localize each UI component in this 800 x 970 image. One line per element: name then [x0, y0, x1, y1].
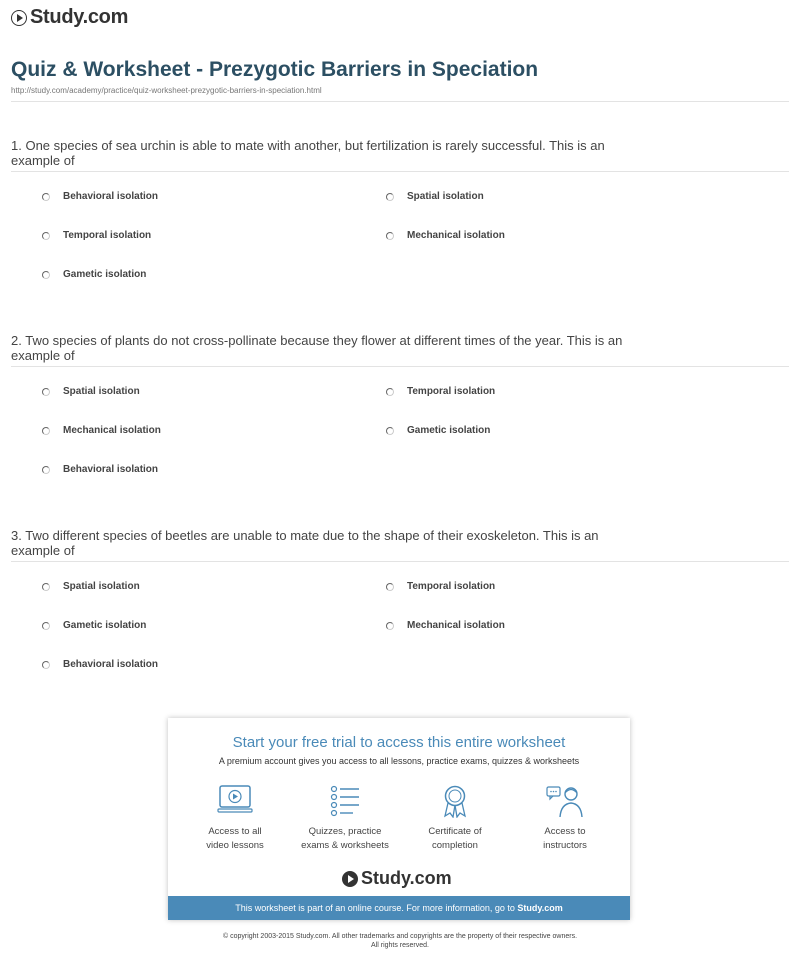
answer-option[interactable]: Mechanical isolation — [386, 620, 505, 631]
radio-button[interactable] — [42, 622, 50, 630]
answer-option[interactable]: Gametic isolation — [42, 269, 146, 280]
question-3-text: 3. Two different species of beetles are unable to mate due to the shape of their exoskeleton. This is an example of — [11, 528, 599, 558]
video-lesson-icon — [217, 784, 253, 818]
study-logo[interactable] — [342, 868, 452, 889]
feature-label: Quizzes, practice — [308, 826, 382, 837]
radio-button[interactable] — [42, 661, 50, 669]
answer-option[interactable]: Temporal isolation — [42, 230, 151, 241]
feature-label: video lessons — [206, 840, 264, 851]
radio-button[interactable] — [42, 232, 50, 240]
radio-button[interactable] — [386, 622, 394, 630]
feature-certificate — [400, 784, 510, 853]
radio-button[interactable] — [42, 466, 50, 474]
feature-label: completion — [432, 840, 478, 851]
copyright-line: © copyright 2003-2015 Study.com. All other trademarks and copyrights are the property of their respective owners. — [222, 933, 578, 940]
play-logo-icon — [11, 10, 27, 26]
answer-option[interactable]: Gametic isolation — [386, 425, 490, 436]
promo-footer-bar — [168, 896, 630, 920]
question-1-text: 1. One species of sea urchin is able to mate with another, but fertilization is rarely successful. This is an example of — [11, 138, 605, 168]
quiz-list-icon — [327, 784, 363, 818]
feature-video-lessons — [180, 784, 290, 853]
study-logo[interactable] — [11, 6, 128, 29]
answer-option[interactable]: Temporal isolation — [386, 581, 495, 592]
radio-button[interactable] — [386, 583, 394, 591]
logo-text: Study — [361, 868, 410, 888]
divider — [11, 561, 789, 562]
logo-text: Study — [30, 6, 83, 28]
certificate-icon — [437, 784, 473, 818]
answer-option[interactable]: Behavioral isolation — [42, 191, 158, 202]
feature-label: Access to all — [208, 826, 262, 837]
copyright-line: All rights reserved. — [371, 942, 429, 949]
radio-button[interactable] — [42, 427, 50, 435]
feature-quizzes — [290, 784, 400, 853]
radio-button[interactable] — [386, 232, 394, 240]
promo-footer-text: This worksheet is part of an online course. For more information, go to — [235, 903, 518, 913]
radio-button[interactable] — [386, 193, 394, 201]
answer-option[interactable]: Behavioral isolation — [42, 464, 158, 475]
divider — [11, 101, 789, 102]
page-title: Quiz & Worksheet - Prezygotic Barriers in Speciation — [11, 58, 539, 81]
page-url: http://study.com/academy/practice/quiz-worksheet-prezygotic-barriers-in-speciation.html — [11, 86, 322, 95]
feature-label: instructors — [543, 840, 587, 851]
logo-suffix: .com — [409, 868, 452, 888]
answer-option[interactable]: Spatial isolation — [386, 191, 484, 202]
promo-subtitle: A premium account gives you access to all lessons, practice exams, quizzes & worksheets — [218, 756, 580, 766]
question-2-text: 2. Two species of plants do not cross-pollinate because they flower at different times of the year. This is an example of — [11, 333, 623, 363]
logo-suffix: .com — [82, 6, 129, 28]
copyright — [0, 932, 800, 950]
radio-button[interactable] — [42, 583, 50, 591]
radio-button[interactable] — [386, 427, 394, 435]
studycom-link[interactable]: Study.com — [517, 903, 563, 913]
divider — [11, 366, 789, 367]
radio-button[interactable] — [386, 388, 394, 396]
play-logo-icon — [342, 871, 358, 887]
radio-button[interactable] — [42, 193, 50, 201]
divider — [11, 171, 789, 172]
answer-option[interactable]: Gametic isolation — [42, 620, 146, 631]
answer-option[interactable]: Mechanical isolation — [386, 230, 505, 241]
answer-option[interactable]: Mechanical isolation — [42, 425, 161, 436]
radio-button[interactable] — [42, 271, 50, 279]
radio-button[interactable] — [42, 388, 50, 396]
free-trial-promo — [168, 718, 630, 920]
feature-label: Certificate of — [428, 826, 482, 837]
answer-option[interactable]: Spatial isolation — [42, 386, 140, 397]
instructor-icon — [545, 784, 585, 818]
feature-label: Access to — [544, 826, 586, 837]
answer-option[interactable]: Temporal isolation — [386, 386, 495, 397]
feature-label: exams & worksheets — [301, 840, 389, 851]
answer-option[interactable]: Behavioral isolation — [42, 659, 158, 670]
promo-title[interactable]: Start your free trial to access this entire worksheet — [232, 734, 566, 751]
feature-instructors — [510, 784, 620, 853]
answer-option[interactable]: Spatial isolation — [42, 581, 140, 592]
